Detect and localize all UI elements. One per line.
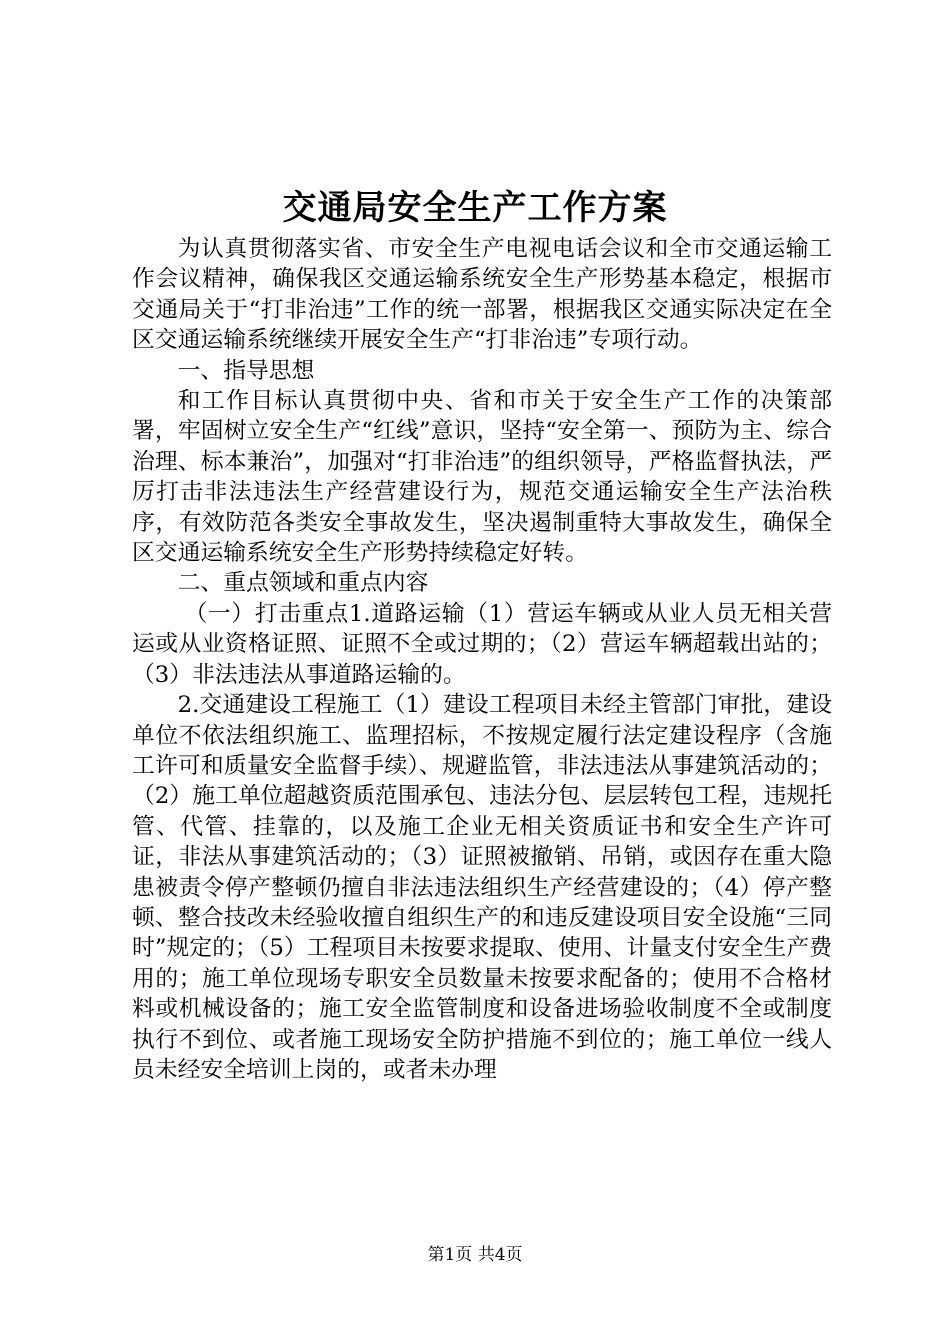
heading-guiding-thought: 一、指导思想 [177, 357, 315, 384]
page-footer: 第1页 共4页 [427, 1245, 523, 1265]
heading-key-areas: 二、重点领域和重点内容 [177, 570, 429, 597]
document-title: 交通局安全生产工作方案 [282, 188, 668, 228]
paragraph-road-transport: （一）打击重点1.道路运输（1）营运车辆或从业人员无相关营运或从业资格证照、证照不全或过期的；（2）营运车辆超载出站的；（3）非法违法从事道路运输的。 [132, 600, 832, 688]
document-body [132, 234, 832, 1085]
paragraph-construction: 2.交通建设工程施工（1）建设工程项目未经主管部门审批，建设单位不依法组织施工、监理招标，不按规定履行法定建设程序（含施工许可和质量安全监督手续）、规避监管，非法违法从事建筑活动的；（2）施工单位超越资质范围承包、违法分包、层层转包工程，违规托管、代管、挂靠的，以及施工企业无相关资质证书和安全生产许可证，非法从事建筑活动的；（3）证照被撤销、吊销，或因存在重大隐患被责令停产整顿仍擅自非法违法组织生产经营建设的；（4）停产整顿、整合技改未经验收擅自组织生产的和违反建设项目安全设施“三同时”规定的；（5）工程项目未按要求提取、使用、计量支付安全生产费用的；施工单位现场专职安全员数量未按要求配备的；使用不合格材料或机械设备的；施工安全监管制度和设备进场验收制度不全或制度执行不到位、或者施工现场安全防护措施不到位的；施工单位一线人员未经安全培训上岗的，或者未办理 [132, 692, 832, 1083]
paragraph-goals: 和工作目标认真贯彻中央、省和市关于安全生产工作的决策部署，牢固树立安全生产“红线”意识，坚持“安全第一、预防为主、综合治理、标本兼治”，加强对“打非治违”的组织领导，严格监督执法，严厉打击非法违法生产经营建设行为，规范交通运输安全生产法治秩序，有效防范各类安全事故发生，坚决遏制重特大事故发生，确保全区交通运输系统安全生产形势持续稳定好转。 [132, 388, 832, 567]
paragraph-intro: 为认真贯彻落实省、市安全生产电视电话会议和全市交通运输工作会议精神，确保我区交通运输系统安全生产形势基本稳定，根据市交通局关于“打非治违”工作的统一部署，根据我区交通实际决定在全区交通运输系统继续开展安全生产“打非治违”专项行动。 [132, 236, 832, 354]
